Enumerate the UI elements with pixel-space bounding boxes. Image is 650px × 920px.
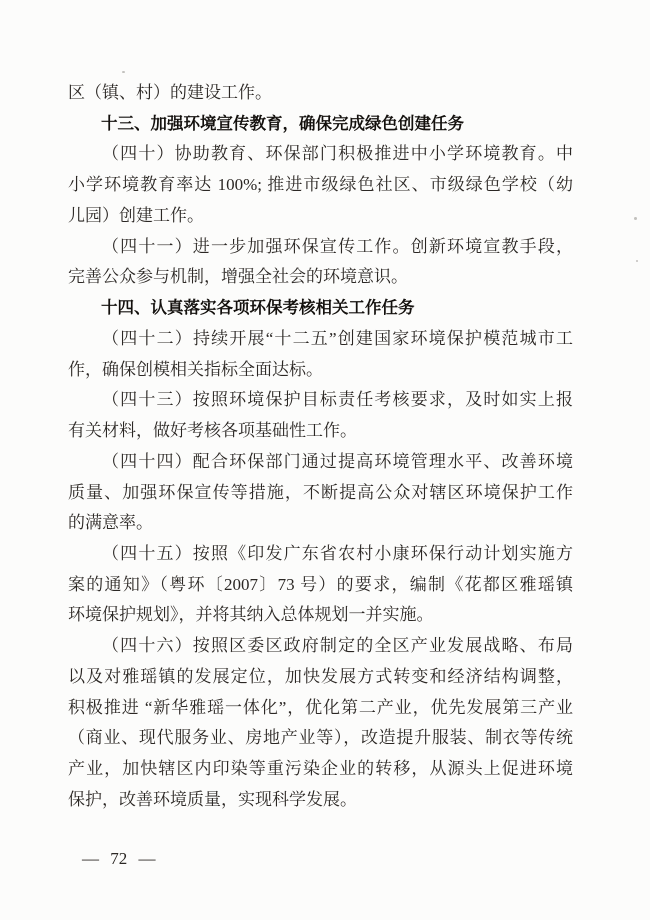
text-line: 区（镇、村）的建设工作。 [68,83,272,102]
text-line: 产业，加快辖区内印染等重污染企业的转移，从源头上促进环境 [68,759,573,779]
text-line: 作，确保创模相关指标全面达标。 [68,359,323,379]
scan-speck [634,217,637,220]
footer-dash-left: — [82,849,99,868]
footer-dash-right: — [138,849,156,868]
text-line: （四十）协助教育、环保部门积极推进中小学环境教育。中 [102,144,573,164]
text-line: 有关材料，做好考核各项基础性工作。 [68,421,357,441]
scan-speck [636,260,638,262]
text-line: 以及对雅瑶镇的发展定位，加快发展方式转变和经济结构调整， [68,666,573,686]
text-line: 案的通知》（粤环〔2007〕73 号）的要求，编制《花都区雅瑶镇 [68,574,573,594]
text-line: （四十四）配合环保部门通过提高环境管理水平、改善环境 [102,451,573,471]
section-heading: 十四、认真落实各项环保考核相关工作任务 [101,298,415,318]
text-line: 质量、加强环保宣传等措施，不断提高公众对辖区环境保护工作 [68,482,573,502]
text-line: （四十六）按照区委区政府制定的全区产业发展战略、布局 [102,636,573,656]
document-lines [68,78,573,816]
text-line: （四十一）进一步加强环保宣传工作。创新环境宣教手段， [102,236,573,256]
scan-speck [122,71,125,73]
text-line: （四十二）持续开展“十二五”创建国家环境保护模范城市工 [102,328,573,348]
text-line: 积极推进 “新华雅瑶一体化”，优化第二产业，优先发展第三产业 [68,697,573,717]
text-line: 的满意率。 [68,513,153,533]
text-line: （四十五）按照《印发广东省农村小康环保行动计划实施方 [102,544,573,564]
text-line: 完善公众参与机制，增强全社会的环境意识。 [68,267,408,287]
page-number: 72 [110,849,128,868]
text-line: （四十三）按照环境保护目标责任考核要求，及时如实上报 [102,390,573,410]
page-footer [82,849,156,869]
text-line: 环境保护规划》，并将其纳入总体规划一并实施。 [68,605,434,625]
text-line: 保护，改善环境质量，实现科学发展。 [68,789,357,809]
text-line: 小学环境教育率达 100%; 推进市级绿色社区、市级绿色学校（幼 [68,175,573,195]
text-line: 儿园）创建工作。 [68,205,204,225]
section-heading: 十三、加强环境宣传教育，确保完成绿色创建任务 [101,113,464,133]
text-line: （商业、现代服务业、房地产业等），改造提升服装、制衣等传统 [68,728,573,748]
